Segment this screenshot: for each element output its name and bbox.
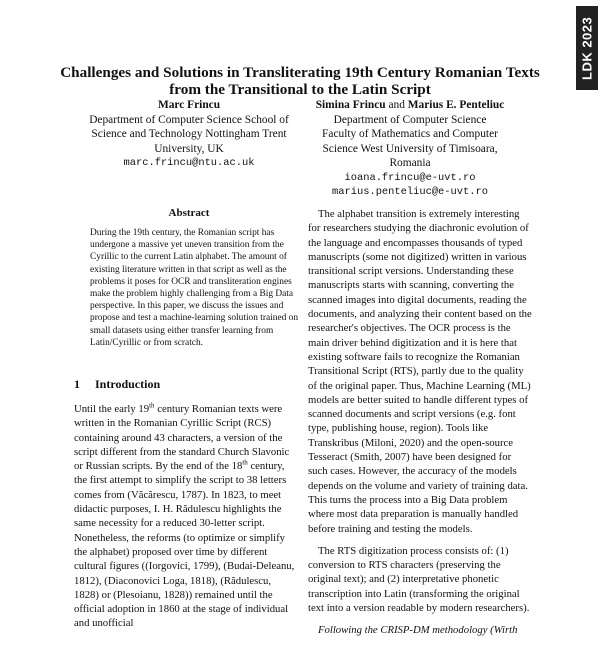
author-affiliation-line: University, UK	[154, 142, 224, 155]
ordinal-superscript: th	[149, 401, 155, 410]
author-affiliation-line: Department of Computer Science School of	[89, 113, 289, 126]
author-names-line	[300, 98, 520, 113]
intro-text-part: Until the early 19	[74, 403, 150, 415]
left-column-body	[74, 402, 296, 631]
section-number: 1	[74, 377, 80, 391]
intro-text-part: century, the first attempt to simplify the script to 38 letters comes from (Văcărescu, 1787). In 1823, to meet didactic purposes, I. H. Rădulescu highlights the same necessity for a reduced 30-letter script. Nonetheless, the reforms (to optimize or simplify the alphabet) proposed over time by different cultural figures ((Iorgovici, 1799), (Budai-Deleanu, 1812), (Diaconovici Loga, 1818), (Rădulescu, 1828) or (Plesoianu, 1828)) remained until the official adoption in 1860 at the stage of individual and unofficial	[74, 460, 295, 630]
right-column-body	[308, 207, 532, 646]
author-affiliation-line: Department of Computer Science	[333, 113, 487, 126]
abstract-heading: Abstract	[168, 207, 210, 219]
paper-title	[40, 64, 560, 98]
author-affiliation-line: Science and Technology Nottingham Trent	[91, 128, 287, 140]
title-line-2: from the Transitional to the Latin Script	[169, 81, 431, 98]
author-right-block	[300, 98, 520, 200]
author-affiliation-line: Faculty of Mathematics and Computer	[322, 128, 498, 140]
author-conjunction: and	[388, 99, 405, 111]
body-paragraph: The alphabet transition is extremely interesting for researchers studying the diachronic evolution of the language and encompasses thousands of typed manuscripts (some not digitized) written in various transitional script versions. Understanding these manuscripts starts with scanning, converting the scanned images into digital documents, reading the documents, and analyzing their content based on the researcher's objectives. The OCR process is the main driver behind digitization and it is here that existing software fails to recognize the Romanian Transitional Script (RTS), partly due to the quality of the original paper. Thus, Machine Learning (ML) models are better suited to handle different types of scanned documents and script versions (e.g. font type, publishing house, region). Tools like Transkribus (Miloni, 2020) and the open-source Tesseract (Smith, 2007) have been designed for such cases. However, the accuracy of the models depends on the volume and variety of training data. This turns the process into a Big Data problem where most data preparation is manually handled before training and testing the models.	[308, 208, 532, 535]
author-affiliation-line: Science West University of Timisoara,	[322, 142, 498, 155]
body-paragraph: The RTS digitization process consists of: (1) conversion to RTS characters (preserving the original text); and (2) interpretative phonetic transcription into Latin (transforming the original text into a version readable by modern researchers).	[308, 544, 530, 615]
author-left-block	[56, 98, 322, 171]
intro-text-part: century Romanian texts were written in the Romanian Cyrillic Script (RCS) containing around 43 characters, a version of the script different from the standard Church Slavonic or Russian scripts. By the end of the 18	[74, 403, 290, 473]
conference-side-label: LDK 2023	[576, 6, 598, 90]
title-line-1: Challenges and Solutions in Transliterating 19th Century Romanian Texts	[60, 64, 540, 81]
body-paragraph: Following the CRISP-DM methodology (Wirth	[318, 624, 518, 637]
intro-paragraph	[74, 402, 296, 631]
author-name: Simina Frincu	[315, 99, 386, 111]
author-email[interactable]: marius.penteliuc@e-uvt.ro	[332, 186, 488, 198]
author-affiliation-line: Romania	[389, 157, 431, 169]
abstract-text: During the 19th century, the Romanian script has undergone a massive yet uneven transition from the Cyrillic to the current Latin alphabet. The amount of existing literature written in that script as well as the problems it poses for OCR and transliteration engines make the problem highly challenging from a Big Data perspective. In this paper, we discuss the issues and propose and test a machine-learning solution trained on small datasets using either transfer learning from Latin/Cyrillic or from scratch.	[90, 228, 299, 348]
author-email[interactable]: ioana.frincu@e-uvt.ro	[344, 171, 476, 184]
author-name: Marius E. Penteliuc	[407, 99, 505, 111]
author-email[interactable]: marc.frincu@ntu.ac.uk	[123, 157, 255, 169]
section-heading-introduction	[74, 377, 160, 392]
section-title: Introduction	[95, 377, 161, 391]
ordinal-superscript: th	[242, 458, 248, 467]
author-name: Marc Frincu	[157, 99, 221, 111]
